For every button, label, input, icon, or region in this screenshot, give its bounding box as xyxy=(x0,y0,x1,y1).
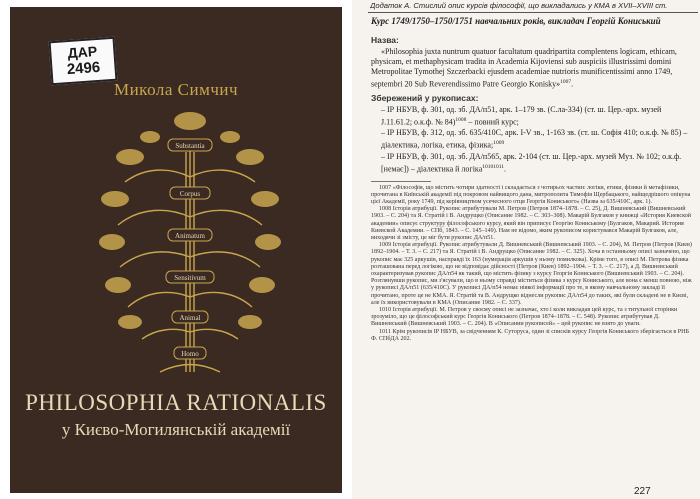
tree-of-porphyry-illustration xyxy=(90,107,290,377)
running-head: Додаток А. Стислий опис курсів філософії, що викладались у КМА в XVII–XVIII ст. xyxy=(370,1,668,10)
holding-footnote-ref: 1009 xyxy=(493,140,505,147)
holding-item: – ІР НБУВ, ф. 301, од. зб. ДА/п565, арк. 2-104 (ст. ш. Цер.-арх. музей Муз. № 102; о.к.ф. [немає]) – діалектика й логіка$^{10101011}$. xyxy=(381,151,682,174)
running-head-rule xyxy=(368,12,698,13)
footnote-rule xyxy=(371,181,431,182)
page-text xyxy=(371,16,692,343)
tree-label-6: Homo xyxy=(181,350,199,358)
cover-author: Микола Симчич xyxy=(113,80,239,99)
name-text: «Philosophia juxta nuntrum quatuor facultatum quadripartita complentens logicam, ethicam, physicam, et methaphysicam tradita in Academia Kijoviensi sub auspiciis illustrissimi domini Metropolitae Tymothej Szczerbacki ejusdem academiae nutrioris munificentissimi anno 1749, septembri 20 Sub Reverendissimo Patre Georgio Konisky»$^{1007}$. xyxy=(371,47,677,89)
tree-label-4: Sensitivum xyxy=(174,274,206,282)
holdings-label: Збережений у рукописах: xyxy=(371,92,479,103)
name-footnote-ref: 1007 xyxy=(560,79,572,85)
tree-label-3: Animatum xyxy=(175,232,205,240)
page-number: 227 xyxy=(634,486,651,497)
library-stamp xyxy=(49,37,118,85)
footnote: 1007 «Філософія, що містить чотири здатності і складається з чотирьох частин: логіки, етики, фізики й метафізики, прочитана в Київській академії під покровом найвищого дана, митрополита Тимофія Щербацького, найщедрішого опікуна цієї Академії, року 1749, під керівництвом усечесного отця Георгія Кониського» (Назва за 635/410С, арк. 1). xyxy=(371,184,691,206)
holding-footnote-ref: 1010 xyxy=(482,163,494,170)
holding-item: – ІР НБУВ, ф. 312, од. зб. 635/410С, арк. I-V зв., 1-163 зв. (ст. ш. Софія 410; о.к.ф. № 85) – діалектика, логіка, етика, фізика;$^{1009}$ xyxy=(381,128,688,150)
name-label: Назва: xyxy=(371,35,399,45)
footnote: 1009 Історія атрибуції. Рукопис атрибутували Д. Вишневський (Вишневський 1903. – С. 204), М. Петров (Петров (Киев) 1892–1904. – Т. 3. – С. 217) та Я. Стратій і В. Андрущко (Описание 1982. – С. 325). Хоча в останньому описі зазначено, що рукопис має 325 аркушів, насправді їх 163 (нумерація аркушів у ньому помилкова). Кріме того, в описі М. Петрова фізика розташована перед логікою, що не відповідає дійсності (Петров (Киев) 1892–1904. – Т. 3. – С. 217), а Д. Вишневський охарактеризував рукопис ДА/п54 як такий, що містить фізику з курсу Георгія Кониського (Вишневський 1903. – С. 204). Розглянувши рукопис, ми з'ясували, що в ньому справді міститься фізика з курсу Кониського, але вона є менш повною, ніж у рукописі ДА/п51 (635/410С). У рукописі ДА/п54 немає ніякої інформації про те, в якому навчальному закладі її прочитано, проте це не КМА. Я. Стратій та В. Андрущко віднесли рукопис ДА/п54 до таких, які були складені не в Києві, але їх використовували в КМА (Описание 1982. – С. 337). xyxy=(371,242,692,306)
holding-item: – ІР НБУВ, ф. 301, од. зб. ДА/п51, арк. 1–179 зв. (С.ла-334) (ст. ш. Цер.-арх. музей J.11.61.2; о.к.ф. № 84)$^{1008}$ – повний курс; xyxy=(381,104,662,127)
holding-footnote-ref-2: 1011 xyxy=(493,163,505,170)
footnote: 1008 Історія атрибуції. Рукопис атрибутували М. Петров (Петров 1874–1878. – С. 25), Д. Вишневський (Вишневський 1903. – С. 204) та Я. Стратій і В. Андрущко (Описание 1982. – С. 303–308). Макарій Булгаков у книжці «История Киевской академии» описує структуру філософського курсу, який він приписує Георгію Кониському (Булгаков, Макарий. История Киевской Академии. – СПб, 1843. – С. 145–149). Нам не відомо, яким рукописом користувався Макарій Булгаков, але, виходячи зі змісту, це міг бути рукопис ДА/п51. xyxy=(371,206,692,242)
tree-label-5: Animal xyxy=(179,314,201,322)
stamp-line-1: ДАР xyxy=(67,43,98,62)
cover-title-sub: у Києво-Могилянській академії xyxy=(61,420,291,439)
holding-footnote-ref: 1008 xyxy=(455,116,467,123)
tree-label-1: Substantia xyxy=(175,142,205,150)
book-cover-photo xyxy=(0,0,348,499)
cover-title-main: PHILOSOPHIA RATIONALIS xyxy=(25,390,327,415)
book-cover xyxy=(10,7,342,493)
tree-label-2: Corpus xyxy=(179,190,201,198)
footnote: 1011 Крім рукописів ІР НБУВ, за свідченням К. Сутоpуса, один зі списків курсу Георгія Кониського зберігається в РНБ Ф. СПбДА 202. xyxy=(371,328,690,342)
course-heading: Курс 1749/1750–1750/1751 навчальних років, викладач Георгій Кониський xyxy=(371,16,661,26)
stamp-line-2: 2496 xyxy=(66,58,101,79)
footnote: 1010 Історія атрибуції. М. Петров у своєму описі не зазначає, хто і коли викладав цей курс, та з титульної сторінки зрозуміло, що це філософський курс Георгія Кониського (Петров 1874–1878. – С. 548). Рукопис атрибутував Д. Вишневський (Вишневський 1903. – С. 204). В «Описании рукописей» – цей рукопис не взято до уваги. xyxy=(371,307,678,328)
holdings-list xyxy=(371,105,692,175)
